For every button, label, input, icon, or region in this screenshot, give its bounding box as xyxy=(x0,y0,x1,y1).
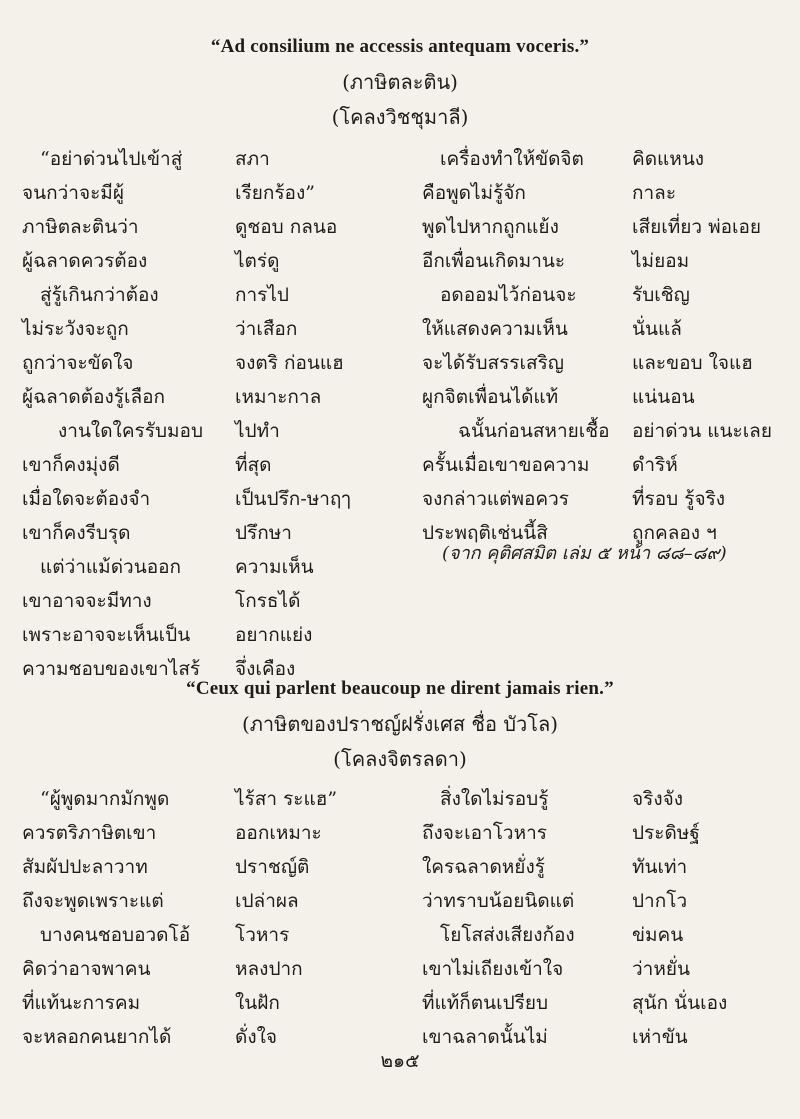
verse-cell: ปากโว xyxy=(632,890,688,912)
french-proverb: “Ceux qui parlent beaucoup ne dirent jamais rien.” xyxy=(186,678,614,699)
verse-cell: หลงปาก xyxy=(235,958,303,980)
verse-cell: แน่นอน xyxy=(632,386,695,408)
french-proverb-source: (ภาษิตของปราชญ์ฝรั่งเศส ชื่อ บัวโล) xyxy=(241,712,559,736)
verse-cell: ใครฉลาดหยั่งรู้ xyxy=(422,856,545,878)
verse-cell: ไม่ระวังจะถูก xyxy=(22,318,129,340)
verse-cell: ในฝัก xyxy=(235,992,280,1014)
verse-cell: “อย่าด่วนไปเข้าสู่ xyxy=(40,148,183,170)
verse-cell: เรียกร้อง” xyxy=(235,182,315,204)
verse-cell: พูดไปหากถูกแย้ง xyxy=(422,216,559,238)
verse-cell: ปราชญ์ติ xyxy=(235,856,310,878)
verse-cell: ไร้สา ระแฮ” xyxy=(235,788,338,810)
verse-cell: อย่าด่วน แนะเลย xyxy=(632,420,772,442)
poem1-form: (โคลงวิชชุมาลี) xyxy=(331,105,469,129)
verse-cell: “ผู้พูดมากมักพูด xyxy=(40,788,170,810)
verse-cell: ควรตริภาษิตเขา xyxy=(22,822,157,844)
verse-cell: ให้แสดงความเห็น xyxy=(422,318,568,340)
latin-proverb: “Ad consilium ne accessis antequam voceris.” xyxy=(210,36,590,57)
verse-cell: อยากแย่ง xyxy=(235,624,313,646)
verse-cell: สุนัก นั่นเอง xyxy=(632,992,728,1014)
verse-cell: โวหาร xyxy=(235,924,290,946)
verse-cell: ไปทำ xyxy=(235,420,280,442)
verse-cell: ครั้นเมื่อเขาขอความ xyxy=(422,454,590,476)
verse-cell: สู่รู้เกินกว่าต้อง xyxy=(40,284,159,306)
verse-cell: ความเห็น xyxy=(235,556,314,578)
verse-cell: ผู้ฉลาดควรต้อง xyxy=(22,250,148,272)
verse-cell: จะได้รับสรรเสริญ xyxy=(422,352,564,374)
verse-cell: สภา xyxy=(235,148,270,170)
verse-cell: ออกเหมาะ xyxy=(235,822,322,844)
verse-cell: การไป xyxy=(235,284,289,306)
verse-cell: จริงจัง xyxy=(632,788,684,810)
verse-cell: ดำริห์ xyxy=(632,454,678,476)
verse-cell: เห่าขัน xyxy=(632,1026,688,1048)
verse-cell: ภาษิตละตินว่า xyxy=(22,216,139,238)
poem2-form: (โคลงจิตรลดา) xyxy=(333,747,467,771)
page-number: ๒๑๕ xyxy=(380,1050,420,1072)
verse-cell: ประพฤติเช่นนี้สิ xyxy=(422,522,548,544)
poem1-citation: (จาก คุติศสมิต เล่ม ๕ หน้า ๘๘–๘๙) xyxy=(442,543,727,564)
verse-cell: ดูชอบ กลนอ xyxy=(235,216,338,238)
verse-cell: ว่าทราบน้อยนิดแต่ xyxy=(422,890,575,912)
verse-cell: เมื่อใดจะต้องจำ xyxy=(22,488,151,510)
verse-cell: คือพูดไม่รู้จัก xyxy=(422,182,526,204)
verse-cell: อีกเพื่อนเกิดมานะ xyxy=(422,250,566,272)
verse-cell: จงตริ ก่อนแฮ xyxy=(235,352,344,374)
verse-cell: งานใดใครรับมอบ xyxy=(58,420,204,442)
verse-cell: และขอบ ใจแฮ xyxy=(632,352,753,374)
verse-cell: โกรธได้ xyxy=(235,590,301,612)
verse-cell: ไม่ยอม xyxy=(632,250,690,272)
verse-cell: ไตร่ดู xyxy=(235,250,280,272)
verse-cell: ดั่งใจ xyxy=(235,1026,278,1048)
verse-cell: ว่าหยั่น xyxy=(632,958,690,980)
verse-cell: ถูกว่าจะขัดใจ xyxy=(22,352,134,374)
verse-cell: ถูกคลอง ฯ xyxy=(632,522,717,544)
verse-cell: จะหลอกคนยากได้ xyxy=(22,1026,172,1048)
verse-cell: ปรึกษา xyxy=(235,522,292,544)
verse-cell: เพราะอาจจะเห็นเป็น xyxy=(22,624,191,646)
verse-cell: จึ่งเคือง xyxy=(235,658,296,680)
verse-cell: ว่าเสือก xyxy=(235,318,298,340)
verse-cell: โยโสส่งเสียงก้อง xyxy=(440,924,575,946)
verse-cell: เครื่องทำให้ขัดจิต xyxy=(440,148,584,170)
verse-cell: ที่แท้ก็ตนเปรียบ xyxy=(422,992,549,1014)
verse-cell: เปล่าผล xyxy=(235,890,299,912)
verse-cell: ผูกจิตเพื่อนได้แท้ xyxy=(422,386,559,408)
verse-cell: ฉนั้นก่อนสหายเชื้อ xyxy=(458,420,610,442)
verse-cell: รับเชิญ xyxy=(632,284,690,306)
latin-proverb-source: (ภาษิตละติน) xyxy=(342,70,458,94)
verse-cell: คิดแหนง xyxy=(632,148,705,170)
verse-cell: จงกล่าวแต่พอควร xyxy=(422,488,569,510)
verse-cell: ผู้ฉลาดต้องรู้เลือก xyxy=(22,386,166,408)
verse-cell: สิ่งใดไม่รอบรู้ xyxy=(440,788,549,810)
verse-cell: เหมาะกาล xyxy=(235,386,322,408)
verse-cell: ถึงจะพูดเพราะแต่ xyxy=(22,890,164,912)
verse-cell: ประดิษฐ์ xyxy=(632,822,700,844)
verse-cell: บางคนชอบอวดโอ้ xyxy=(40,924,191,946)
verse-cell: ข่มคน xyxy=(632,924,684,946)
verse-cell: ถึงจะเอาโวหาร xyxy=(422,822,547,844)
verse-cell: สัมผัปปะลาวาท xyxy=(22,856,148,878)
verse-cell: เขาอาจจะมีทาง xyxy=(22,590,152,612)
verse-cell: กาละ xyxy=(632,182,677,204)
verse-cell: จนกว่าจะมีผู้ xyxy=(22,182,124,204)
verse-cell: ความชอบของเขาไสร้ xyxy=(22,658,201,680)
verse-cell: ที่สุด xyxy=(235,454,272,476)
verse-cell: เสียเที่ยว พ่อเอย xyxy=(632,216,762,238)
verse-cell: ที่รอบ รู้จริง xyxy=(632,488,726,510)
verse-cell: อดออมไว้ก่อนจะ xyxy=(440,284,577,306)
verse-cell: คิดว่าอาจพาคน xyxy=(22,958,151,980)
verse-cell: นั่นแล้ xyxy=(632,318,682,340)
verse-cell: แต่ว่าแม้ด่วนออก xyxy=(40,556,182,578)
verse-cell: เขาก็คงมุ่งดี xyxy=(22,454,120,476)
verse-cell: เขาไม่เถียงเข้าใจ xyxy=(422,958,564,980)
verse-cell: เป็นปรึก-ษาฤๅ xyxy=(235,488,351,510)
verse-cell: ที่แท้นะการคม xyxy=(22,992,141,1014)
verse-cell: เขาก็คงรีบรุด xyxy=(22,522,131,544)
verse-cell: ทันเท่า xyxy=(632,856,688,878)
verse-cell: เขาฉลาดนั้นไม่ xyxy=(422,1026,548,1048)
